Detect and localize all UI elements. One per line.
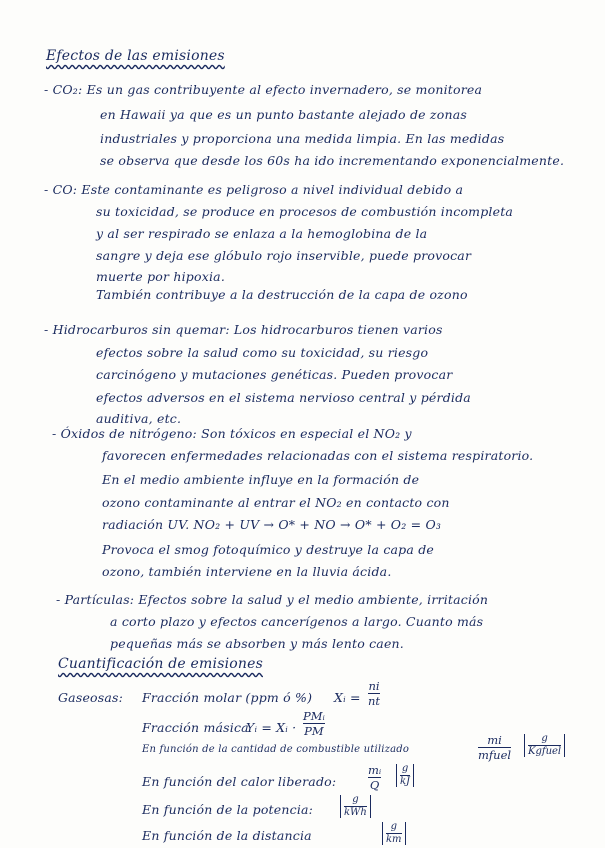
co-line-1: - CO: Este contaminante es peligroso a nivel individual debido a [44, 182, 464, 197]
formula-4-text: En función del calor liberado: [142, 774, 337, 789]
formula-4-unit [396, 764, 414, 787]
co-line-4: sangre y deja ese glóbulo rojo inservible, puede provocar [96, 248, 472, 263]
co2-line-1: - CO₂: Es un gas contribuyente al efecto invernadero, se monitorea [44, 82, 483, 97]
formula-2-fraction [303, 710, 325, 737]
co-line-6: También contribuye a la destrucción de la capa de ozono [96, 287, 468, 302]
formula-1-text: Fracción molar (ppm ó %) [142, 690, 313, 705]
particulas-line-2: a corto plazo y efectos cancerígenos a largo. Cuanto más [110, 614, 484, 629]
formula-3-text: En función de la cantidad de combustible utilizado [142, 744, 410, 755]
oxidos-line-1: - Óxidos de nitrógeno: Son tóxicos en especial el NO₂ y [52, 426, 412, 441]
formula-3-unit-num: g [541, 733, 548, 744]
oxidos-line-6: Provoca el smog fotoquímico y destruye la capa de [102, 542, 434, 557]
oxidos-line-5: radiación UV. NO₂ + UV → O* + NO → O* + O₂ = O₃ [102, 517, 442, 532]
formula-4-fraction [368, 764, 381, 791]
formula-3-unit [524, 734, 565, 757]
formula-1-fraction [368, 680, 380, 707]
formula-6-unit [382, 822, 406, 845]
formula-5-unit-num: g [352, 794, 359, 805]
formula-3-num: mi [487, 733, 502, 747]
hidro-line-1: - Hidrocarburos sin quemar: Los hidrocarburos tienen varios [44, 322, 443, 337]
formula-1-lhs: Xᵢ = [334, 690, 361, 705]
hidro-line-4: efectos adversos en el sistema nervioso central y pérdida [96, 390, 471, 405]
oxidos-line-2: favorecen enfermedades relacionadas con el sistema respiratorio. [102, 448, 534, 463]
co2-line-4: se observa que desde los 60s ha ido incrementando exponencialmente. [100, 153, 565, 168]
formula-5-unit [340, 795, 371, 818]
co-line-2: su toxicidad, se produce en procesos de combustión incompleta [96, 204, 514, 219]
formula-1-den: nt [368, 694, 381, 708]
formula-1-num: ni [368, 679, 380, 693]
particulas-line-3: pequeñas más se absorben y más lento caen. [110, 636, 404, 651]
formula-3-den: mfuel [478, 748, 512, 762]
formula-6-unit-den: km [386, 834, 402, 845]
formula-2-num: PMᵢ [303, 709, 325, 723]
formula-4-den: Q [369, 778, 380, 792]
formula-4-unit-den: kJ [400, 776, 411, 787]
co-line-5: muerte por hipoxia. [96, 269, 225, 284]
hidro-line-5: auditiva, etc. [96, 411, 182, 426]
particulas-line-1: - Partículas: Efectos sobre la salud y el medio ambiente, irritación [56, 592, 489, 607]
formula-4-unit-num: g [401, 763, 409, 774]
formula-2-text: Fracción másica [142, 720, 249, 735]
oxidos-line-7: ozono, también interviene en la lluvia ácida. [102, 564, 392, 579]
formula-2-den: PM [304, 724, 324, 738]
formula-3-fraction [478, 734, 511, 761]
hidro-line-2: efectos sobre la salud como su toxicidad, su riesgo [96, 345, 429, 360]
oxidos-line-4: ozono contaminante al entrar el NO₂ en contacto con [102, 495, 450, 510]
cuantificacion-title: Cuantificación de emisiones [58, 656, 263, 672]
co2-line-3: industriales y proporciona una medida limpia. En las medidas [100, 131, 505, 146]
co-line-3: y al ser respirado se enlaza a la hemoglobina de la [96, 226, 428, 241]
co2-line-2: en Hawaii ya que es un punto bastante alejado de zonas [100, 107, 467, 122]
formula-5-text: En función de la potencia: [142, 802, 314, 817]
formula-5-unit-den: kWh [344, 807, 367, 818]
formula-6-unit-num: g [390, 821, 397, 832]
hidro-line-3: carcinógeno y mutaciones genéticas. Pueden provocar [96, 367, 453, 382]
formula-6-text: En función de la distancia [142, 828, 312, 843]
gaseosas-label: Gaseosas: [58, 690, 124, 705]
formula-3-unit-den: Kgfuel [528, 746, 562, 757]
formula-4-num: mᵢ [368, 763, 382, 777]
formula-2-lhs: Yᵢ = Xᵢ · [246, 720, 297, 735]
page-title: Efectos de las emisiones [46, 48, 225, 64]
oxidos-line-3: En el medio ambiente influye en la formación de [102, 472, 420, 487]
